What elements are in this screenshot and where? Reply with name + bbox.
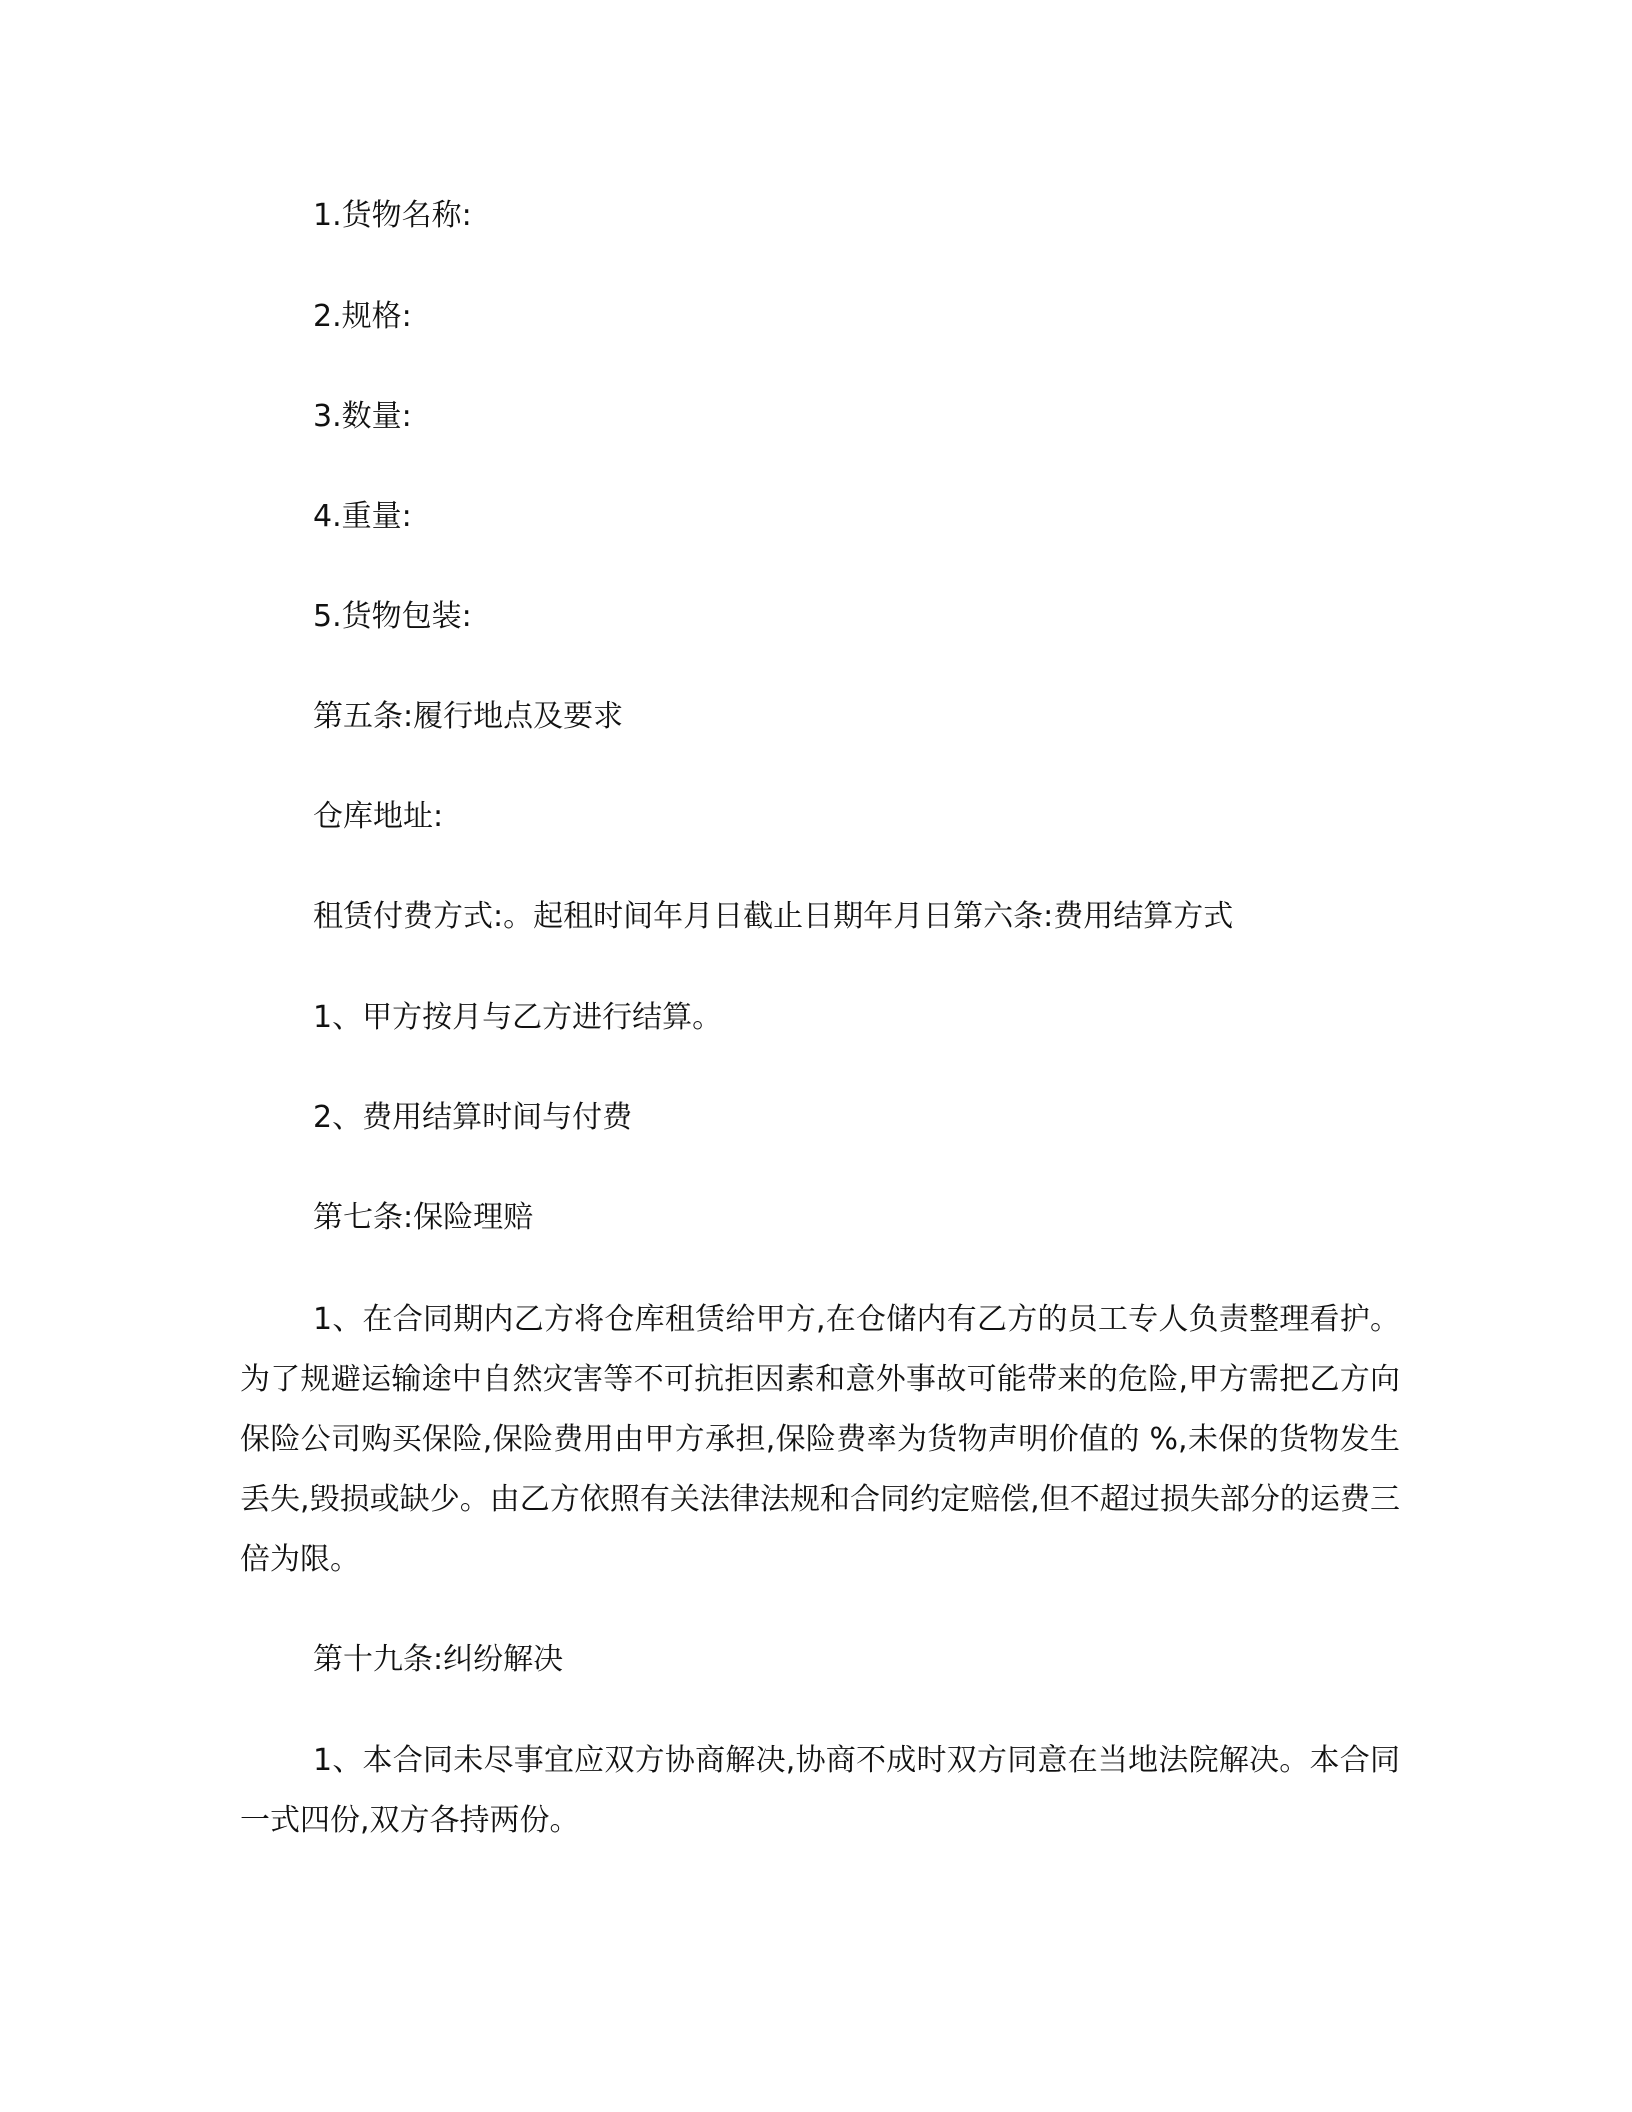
dispute-paragraph: 1、本合同未尽事宜应双方协商解决,协商不成时双方同意在当地法院解决。本合同一式四份,双方各持两份。	[240, 1743, 1400, 1838]
article-7-heading: 第七条:保险理赔	[313, 1200, 534, 1235]
settlement-clause-2: 2、费用结算时间与付费	[313, 1100, 633, 1135]
item-specification: 2.规格:	[313, 299, 412, 334]
insurance-paragraph: 1、在合同期内乙方将仓库租赁给甲方,在仓储内有乙方的员工专人负责整理看护。为了规避运输途中自然灾害等不可抗拒因素和意外事故可能带来的危险,甲方需把乙方向保险公司购买保险,保险费用由甲方承担,保险费率为货物声明价值的 %,未保的货物发生丢失,毁损或缺少。由乙方依照有关法律法规和合同约定赔偿,但不超过损失部分的运费三倍为限。	[240, 1302, 1400, 1577]
item-goods-name: 1.货物名称:	[313, 198, 472, 233]
item-quantity: 3.数量:	[313, 399, 412, 434]
rental-payment-line: 租赁付费方式:。起租时间年月日截止日期年月日第六条:费用结算方式	[313, 899, 1234, 934]
warehouse-address: 仓库地址:	[313, 799, 444, 834]
settlement-clause-1: 1、甲方按月与乙方进行结算。	[313, 1000, 723, 1035]
item-packaging: 5.货物包装:	[313, 599, 472, 634]
article-5-heading: 第五条:履行地点及要求	[313, 699, 624, 734]
article-19-heading: 第十九条:纠纷解决	[313, 1642, 564, 1677]
item-weight: 4.重量:	[313, 499, 412, 534]
